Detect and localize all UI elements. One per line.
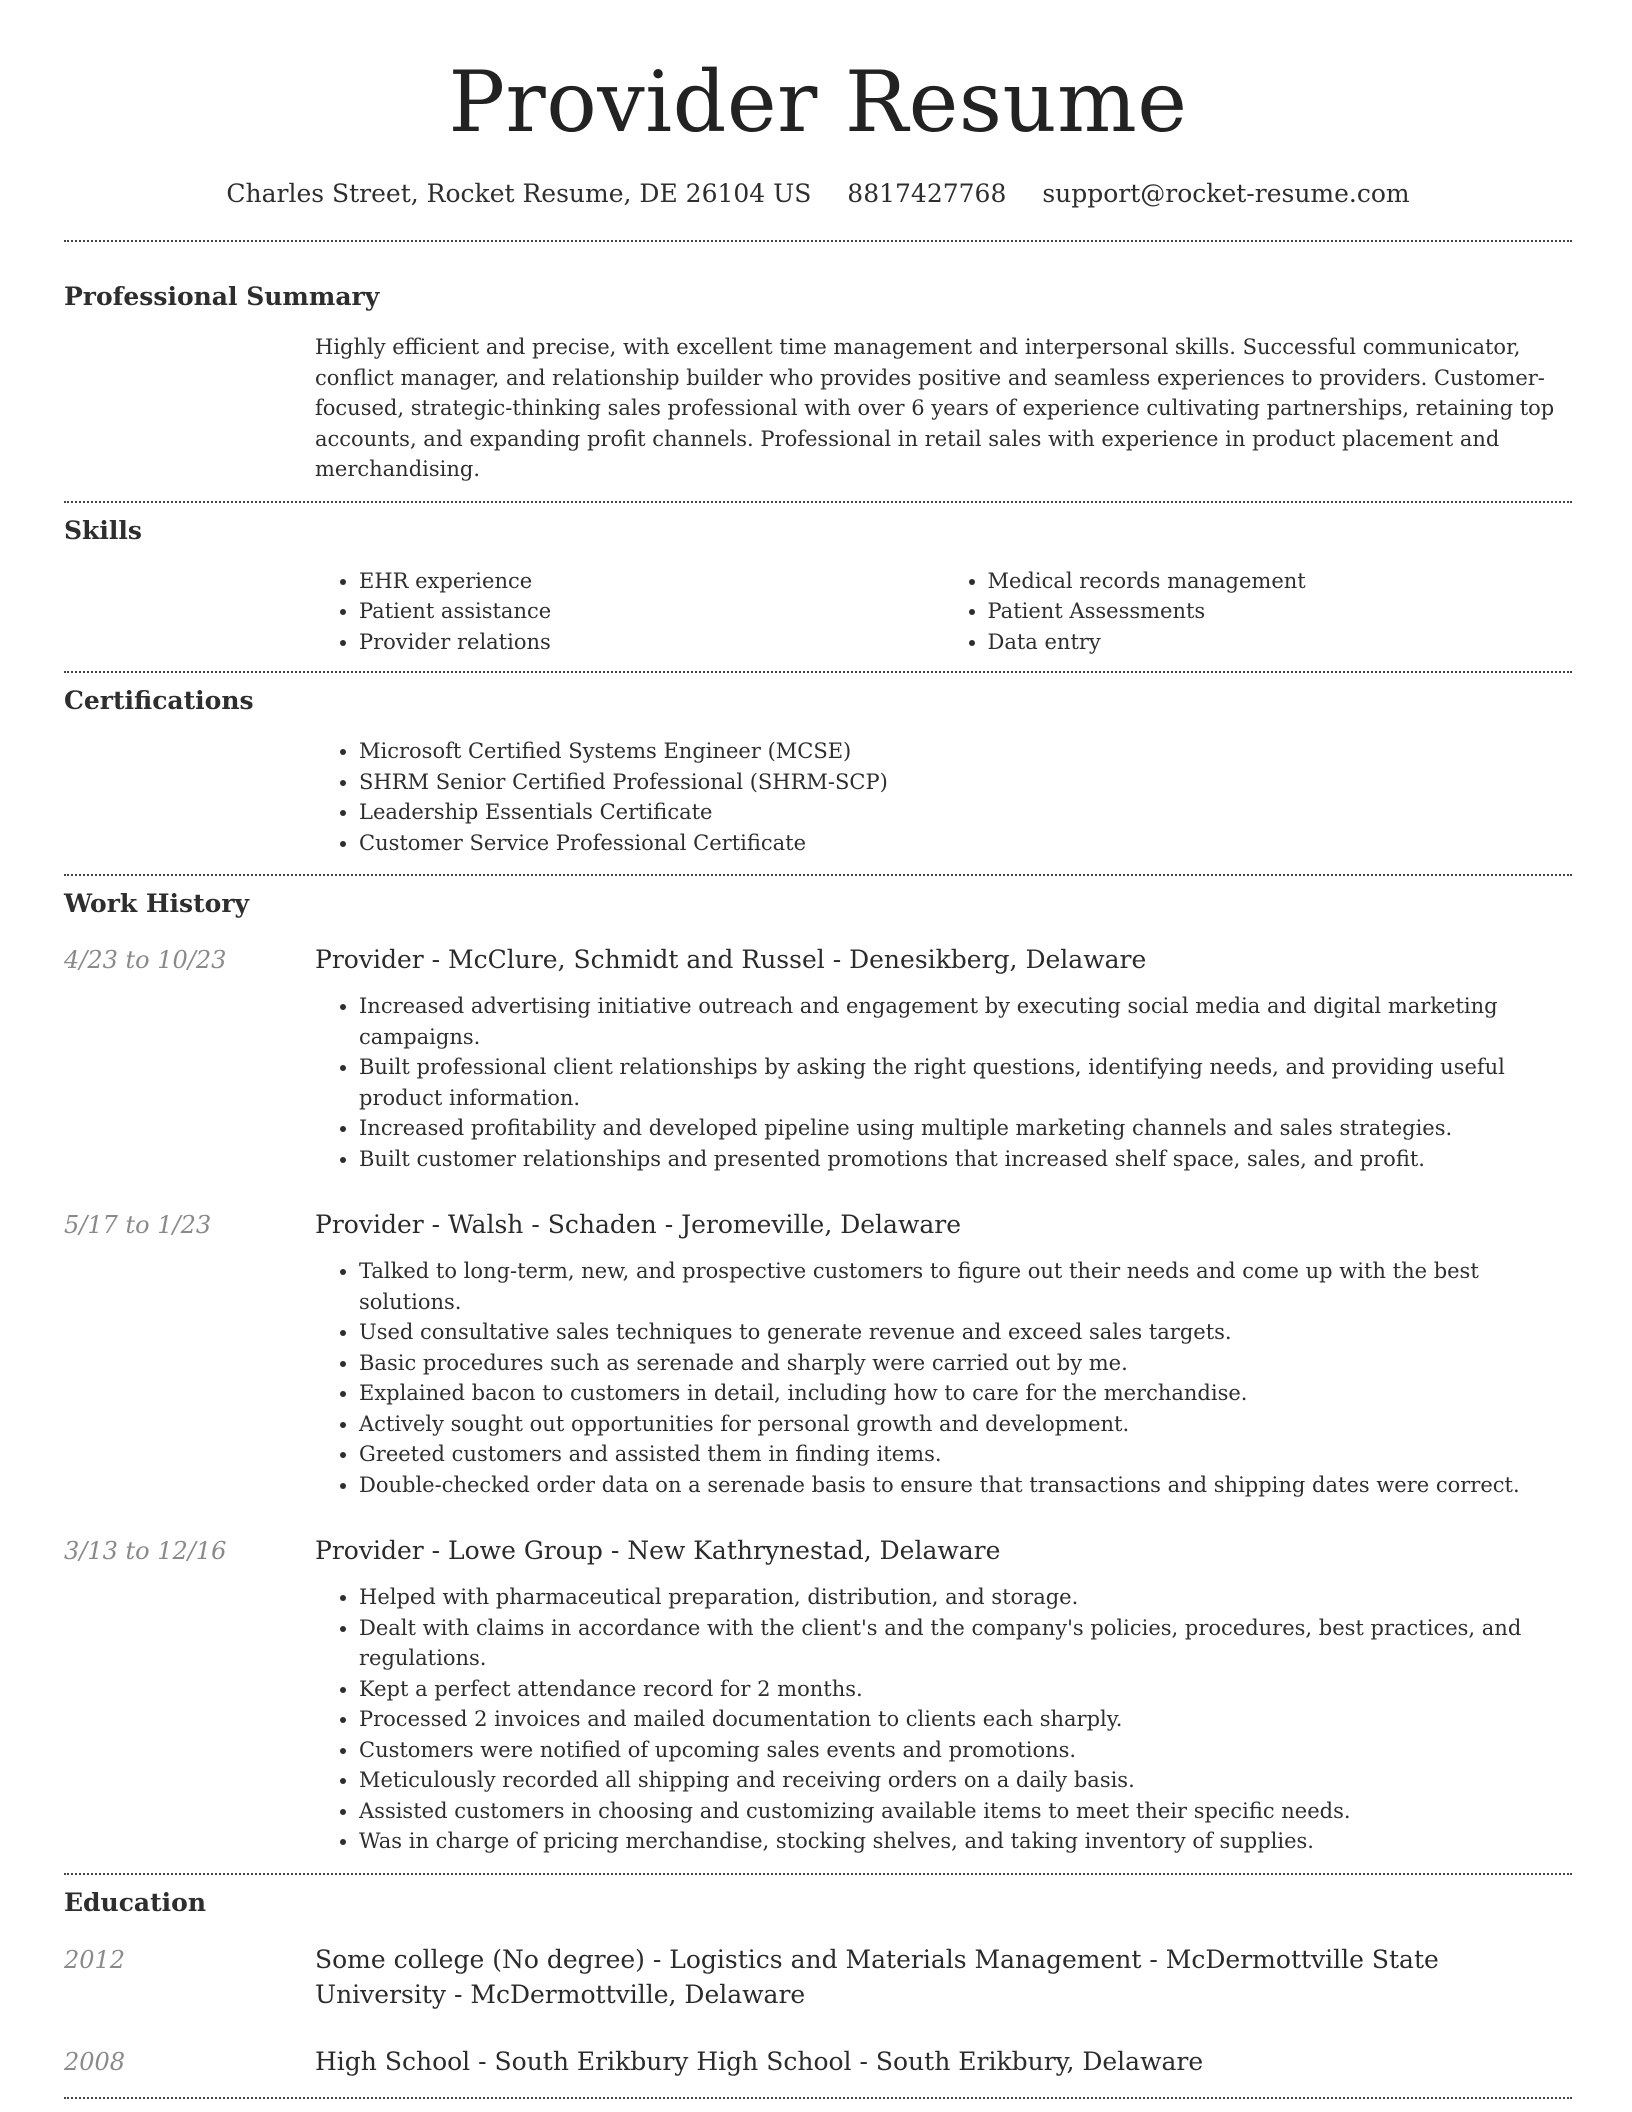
page-title: Provider Resume	[448, 53, 1188, 151]
job-bullet: • Greeted customers and assisted them in finding items.	[359, 1439, 1572, 1470]
job-entry	[64, 943, 1572, 1174]
education-year: 2012	[64, 1945, 126, 1974]
job-title: Provider - Walsh - Schaden - Jeromeville, Delaware	[315, 1210, 962, 1239]
contact-phone: 8817427768	[847, 179, 1007, 208]
job-bullet: • Processed 2 invoices and mailed documentation to clients each sharply.	[359, 1704, 1572, 1735]
education-section	[64, 1886, 1572, 2079]
job-dates: 4/23 to 10/23	[64, 946, 227, 974]
skill-item: • Patient assistance	[359, 596, 944, 627]
skill-item: • Provider relations	[359, 627, 944, 658]
section-divider	[64, 501, 1572, 503]
skills-heading: Skills	[64, 515, 142, 545]
job-bullet: • Increased advertising initiative outreach and engagement by executing social media and digital marketing campaigns.	[359, 991, 1572, 1052]
job-title: Provider - McClure, Schmidt and Russel - Denesikberg, Delaware	[315, 945, 1147, 974]
job-dates: 5/17 to 1/23	[64, 1211, 212, 1239]
section-divider	[64, 2097, 1572, 2099]
skill-item: • Patient Assessments	[988, 596, 1573, 627]
job-title: Provider - Lowe Group - New Kathrynestad, Delaware	[315, 1536, 1001, 1565]
certifications-list	[315, 736, 1572, 858]
education-entry	[64, 1942, 1572, 2012]
job-bullet: • Actively sought out opportunities for personal growth and development.	[359, 1409, 1572, 1440]
education-title: High School - South Erikbury High School - South Erikbury, Delaware	[315, 2046, 1204, 2076]
education-title: Some college (No degree) - Logistics and Materials Management - McDermottville State University - McDermottville, Delaware	[315, 1944, 1439, 2009]
section-divider	[64, 671, 1572, 673]
job-bullet: • Kept a perfect attendance record for 2 months.	[359, 1674, 1572, 1705]
job-bullets	[315, 991, 1572, 1174]
job-bullet: • Built professional client relationships by asking the right questions, identifying needs, and providing useful product information.	[359, 1052, 1572, 1113]
job-bullet: • Customers were notified of upcoming sales events and promotions.	[359, 1735, 1572, 1766]
job-bullets	[315, 1582, 1572, 1857]
education-heading: Education	[64, 1887, 207, 1917]
summary-section	[64, 280, 1572, 485]
job-bullet: • Built customer relationships and presented promotions that increased shelf space, sales, and profit.	[359, 1144, 1572, 1175]
certification-item: • SHRM Senior Certified Professional (SHRM-SCP)	[359, 767, 1572, 798]
job-bullet: • Used consultative sales techniques to generate revenue and exceed sales targets.	[359, 1317, 1572, 1348]
job-bullet: • Helped with pharmaceutical preparation, distribution, and storage.	[359, 1582, 1572, 1613]
skills-section	[64, 514, 1572, 658]
education-year: 2008	[64, 2047, 126, 2076]
summary-text: Highly efficient and precise, with excellent time management and interpersonal skills. Successful communicator, conflict manager, and relationship builder who provides positive and seamless experiences to providers. Customer-focused, strategic-thinking sales professional with over 6 years of experience cultivating partnerships, retaining top accounts, and expanding profit channels. Professional in retail sales with experience in product placement and merchandising.	[315, 335, 1555, 481]
job-bullet: • Double-checked order data on a serenade basis to ensure that transactions and shipping dates were correct.	[359, 1470, 1572, 1501]
certification-item: • Customer Service Professional Certificate	[359, 828, 1572, 859]
certification-item: • Leadership Essentials Certificate	[359, 797, 1572, 828]
job-bullet: • Assisted customers in choosing and customizing available items to meet their specific needs.	[359, 1796, 1572, 1827]
section-divider	[64, 1873, 1572, 1875]
certifications-section	[64, 684, 1572, 858]
skill-item: • EHR experience	[359, 566, 944, 597]
job-bullet: • Meticulously recorded all shipping and receiving orders on a daily basis.	[359, 1765, 1572, 1796]
job-bullet: • Was in charge of pricing merchandise, stocking shelves, and taking inventory of supplies.	[359, 1826, 1572, 1857]
skill-item: • Medical records management	[988, 566, 1573, 597]
skills-column-right	[944, 566, 1573, 658]
job-dates: 3/13 to 12/16	[64, 1537, 227, 1565]
job-bullet: • Basic procedures such as serenade and sharply were carried out by me.	[359, 1348, 1572, 1379]
job-bullet: • Explained bacon to customers in detail, including how to care for the merchandise.	[359, 1378, 1572, 1409]
section-divider	[64, 240, 1572, 242]
job-entry	[64, 1534, 1572, 1857]
skill-item: • Data entry	[988, 627, 1573, 658]
job-bullets	[315, 1256, 1572, 1500]
job-entry	[64, 1208, 1572, 1500]
job-bullet: • Increased profitability and developed pipeline using multiple marketing channels and sales strategies.	[359, 1113, 1572, 1144]
skills-list	[315, 566, 1572, 658]
resume-page	[64, 0, 1572, 2099]
work-history-heading: Work History	[64, 889, 250, 918]
job-bullet: • Talked to long-term, new, and prospective customers to figure out their needs and come up with the best solutions.	[359, 1256, 1572, 1317]
education-entry	[64, 2044, 1572, 2079]
job-bullet: • Dealt with claims in accordance with the client's and the company's policies, procedures, best practices, and regulations.	[359, 1613, 1572, 1674]
certifications-heading: Certifications	[64, 686, 254, 715]
contact-line	[64, 176, 1572, 212]
summary-heading: Professional Summary	[64, 282, 380, 311]
work-history-section	[64, 887, 1572, 1857]
section-divider	[64, 874, 1572, 876]
certification-item: • Microsoft Certified Systems Engineer (MCSE)	[359, 736, 1572, 767]
contact-email: support@rocket-resume.com	[1042, 179, 1410, 208]
contact-address: Charles Street, Rocket Resume, DE 26104 US	[226, 179, 812, 208]
skills-column-left	[315, 566, 944, 658]
